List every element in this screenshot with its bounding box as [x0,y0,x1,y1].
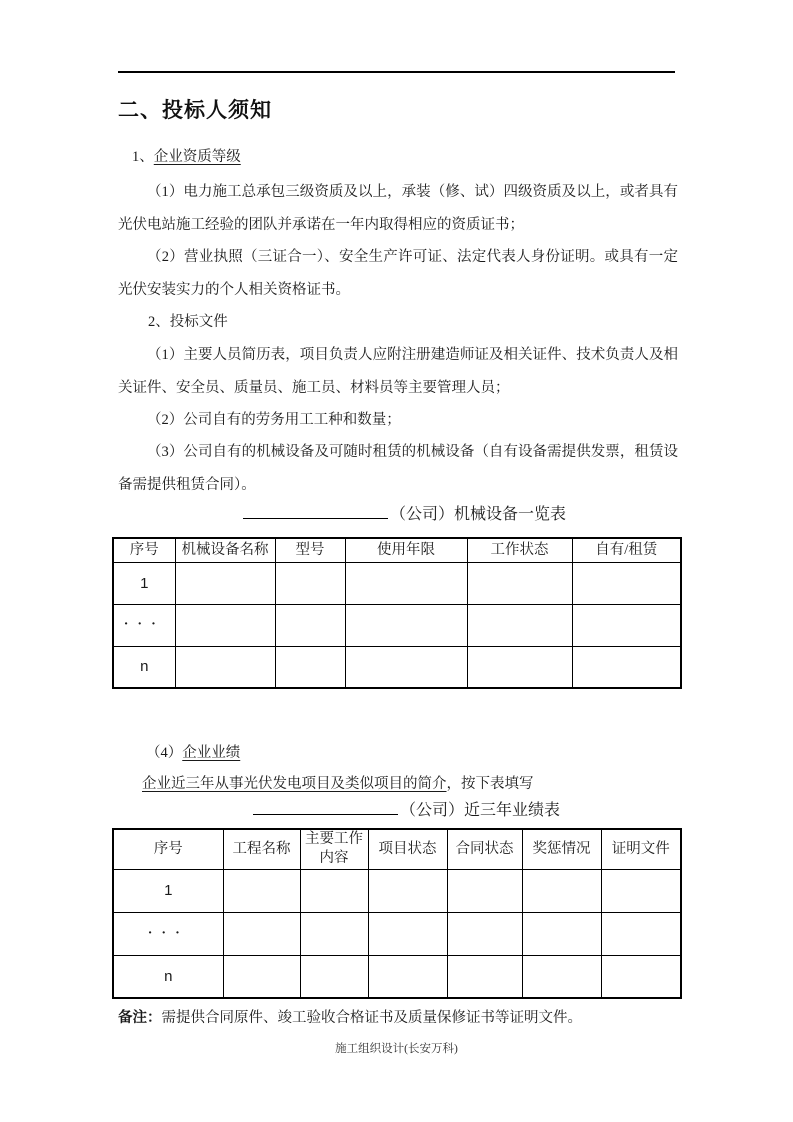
table-row [113,912,681,955]
table-row [113,562,681,604]
section-1-title [132,141,692,174]
empty-cell [368,912,447,955]
empty-cell [345,604,467,646]
section-2-paragraph-1: （1）主要人员简历表，项目负责人应附注册建造师证及相关证件、技术负责人及相关证件、安全员、质量员、施工员、材料员等主要管理人员； [118,347,678,396]
performance-table-caption [118,797,678,823]
empty-cell [275,646,345,688]
empty-cell [368,869,447,912]
section-4-number: （4） [146,745,183,761]
column-header-owned-or-leased: 自有/租赁 [572,538,681,562]
empty-cell [300,955,368,998]
empty-cell [223,912,300,955]
empty-cell [275,562,345,604]
empty-cell [447,869,522,912]
empty-cell [175,604,275,646]
empty-cell [223,869,300,912]
empty-cell [447,912,522,955]
column-header-supporting-documents: 证明文件 [601,829,681,869]
empty-cell [447,955,522,998]
company-name-blank-underline [253,797,398,815]
column-header-rewards-penalties: 奖惩情况 [522,829,601,869]
empty-cell [522,869,601,912]
equipment-table-caption-text: （公司）机械设备一览表 [390,506,567,523]
column-header-project-name: 工程名称 [223,829,300,869]
remark-note [118,1006,688,1030]
table-row [113,955,681,998]
remark-text: 需提供合同原件、竣工验收合格证书及质量保修证书等证明文件。 [161,1010,582,1026]
column-header-index: 序号 [113,538,175,562]
section-1-name: 企业资质等级 [153,149,241,165]
row-index-cell: ··· [113,604,175,646]
header-rule [118,71,675,73]
column-header-main-work-content: 主要工作内容 [300,829,368,869]
empty-cell [601,869,681,912]
table-row [113,869,681,912]
remark-label: 备注： [118,1010,162,1026]
empty-cell [275,604,345,646]
column-header-index: 序号 [113,829,223,869]
empty-cell [601,955,681,998]
column-header-project-status: 项目状态 [368,829,447,869]
empty-cell [467,562,572,604]
section-2-paragraph-2: （2）公司自有的劳务用工工种和数量； [147,412,401,428]
row-index-cell: n [113,646,175,688]
page-footer: 施工组织设计(长安万科) [335,1043,458,1055]
performance-table [112,828,682,999]
section-2-title: 2、投标文件 [148,314,228,330]
column-header-equipment-name: 机械设备名称 [175,538,275,562]
column-header-working-status: 工作状态 [467,538,572,562]
performance-table-header-row [113,829,681,869]
empty-cell [175,562,275,604]
empty-cell [300,869,368,912]
table-row [113,604,681,646]
section-2-paragraph-3: （3）公司自有的机械设备及可随时租赁的机械设备（自有设备需提供发票，租赁设备需提供租赁合同）。 [118,444,678,493]
equipment-table [112,537,682,689]
empty-cell [467,604,572,646]
column-header-contract-status: 合同状态 [447,829,522,869]
section-4-name: 企业业绩 [182,745,241,761]
section-4-paragraph-1-underlined: 企业近三年从事光伏发电项目及类似项目的简介 [142,776,447,792]
row-index-cell: n [113,955,223,998]
row-index-cell: 1 [113,562,175,604]
company-name-blank-underline [243,501,388,519]
section-1-paragraph-1: （1）电力施工总承包三级资质及以上，承装（修、试）四级资质及以上，或者具有光伏电站施工经验的团队并承诺在一年内取得相应的资质证书； [118,184,678,233]
empty-cell [345,646,467,688]
empty-cell [601,912,681,955]
equipment-table-header-row [113,538,681,562]
column-header-model: 型号 [275,538,345,562]
empty-cell [572,562,681,604]
section-1-paragraph-2: （2）营业执照（三证合一）、安全生产许可证、法定代表人身份证明。或具有一定光伏安装实力的个人相关资格证书。 [118,249,678,298]
empty-cell [522,912,601,955]
page-title: 二、投标人须知 [118,99,272,122]
row-index-cell: 1 [113,869,223,912]
section-1-number: 1、 [132,149,154,165]
empty-cell [368,955,447,998]
empty-cell [175,646,275,688]
section-4-paragraph-1 [142,768,702,801]
empty-cell [300,912,368,955]
empty-cell [572,604,681,646]
section-4-paragraph-1-rest: ，按下表填写 [446,776,534,792]
row-index-cell: ··· [113,912,223,955]
table-row [113,646,681,688]
empty-cell [522,955,601,998]
empty-cell [223,955,300,998]
performance-table-caption-text: （公司）近三年业绩表 [400,802,561,819]
empty-cell [345,562,467,604]
empty-cell [572,646,681,688]
equipment-table-caption [118,501,678,527]
empty-cell [467,646,572,688]
section-4-title [146,737,706,770]
column-header-service-years: 使用年限 [345,538,467,562]
